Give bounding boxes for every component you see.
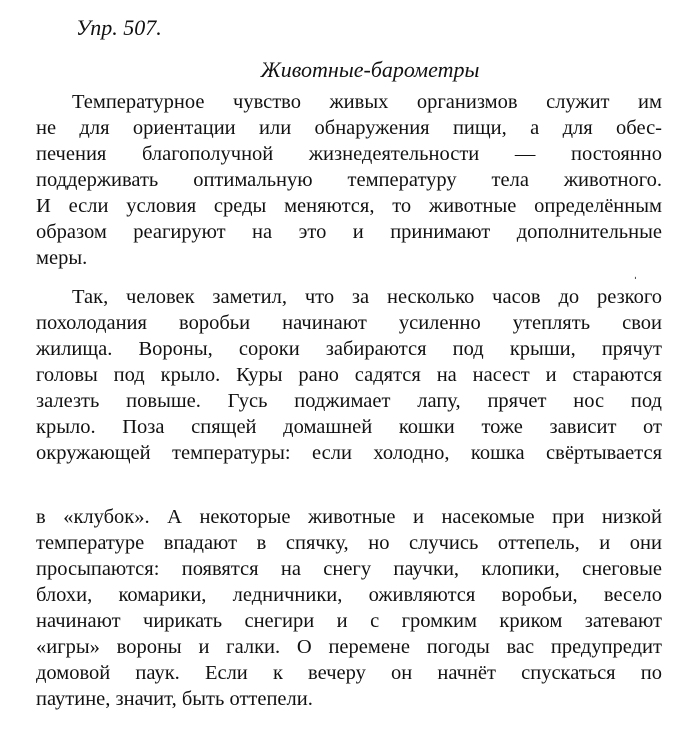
text-line: домовой паук. Если к вечеру он начнёт спускаться по: [36, 662, 662, 684]
text-line: жилища. Вороны, сороки забираются под крыши, прячут: [36, 338, 662, 360]
text-line: головы под крыло. Куры рано садятся на насест и стараются: [36, 364, 662, 386]
text-line: крыло. Поза спящей домашней кошки тоже зависит от: [36, 416, 662, 438]
text-line: температуре впадают в спячку, но случись оттепель, и они: [36, 532, 662, 554]
text-line: просыпаются: появятся на снегу паучки, клопики, снеговые: [36, 558, 662, 580]
text-line: Температурное чувство живых организмов служит им: [72, 91, 662, 113]
text-line: паутине, значит, быть оттепели.: [36, 688, 313, 710]
text-line: похолодания воробьи начинают усиленно утеплять свои: [36, 312, 662, 334]
text-line: печения благополучной жизнедеятельности — постоянно: [36, 143, 662, 165]
text-line: поддерживать оптимальную температуру тела животного.: [36, 169, 662, 191]
paragraph-1: [36, 89, 662, 271]
text-line: блохи, комарики, ледничники, оживляются воробьи, весело: [36, 584, 662, 606]
text-line: меры.: [36, 247, 88, 269]
text-title: Животные-барометры: [260, 57, 480, 82]
text-line: образом реагируют на это и принимают дополнительные: [36, 221, 662, 243]
text-line: И если условия среды меняются, то животные определённым: [36, 195, 662, 217]
text-line: «игры» вороны и галки. О перемене погоды вас предупредит: [36, 636, 662, 658]
text-line: окружающей температуры: если холодно, кошка свёртывается: [36, 442, 662, 464]
text-line: в «клубок». А некоторые животные и насекомые при низкой: [36, 506, 662, 528]
text-line: залезть повыше. Гусь поджимает лапу, прячет нос под: [36, 390, 662, 412]
text-line: не для ориентации или обнаружения пищи, а для обес-: [36, 117, 662, 139]
paragraph-2: [36, 284, 662, 466]
text-line: Так, человек заметил, что за несколько часов до резкого: [72, 286, 662, 308]
stray-mark: ˌ: [633, 265, 638, 280]
text-line: начинают чирикать снегири и с громким криком затевают: [36, 610, 662, 632]
exercise-number: Упр. 507.: [76, 15, 162, 40]
paragraph-3: [36, 504, 662, 712]
